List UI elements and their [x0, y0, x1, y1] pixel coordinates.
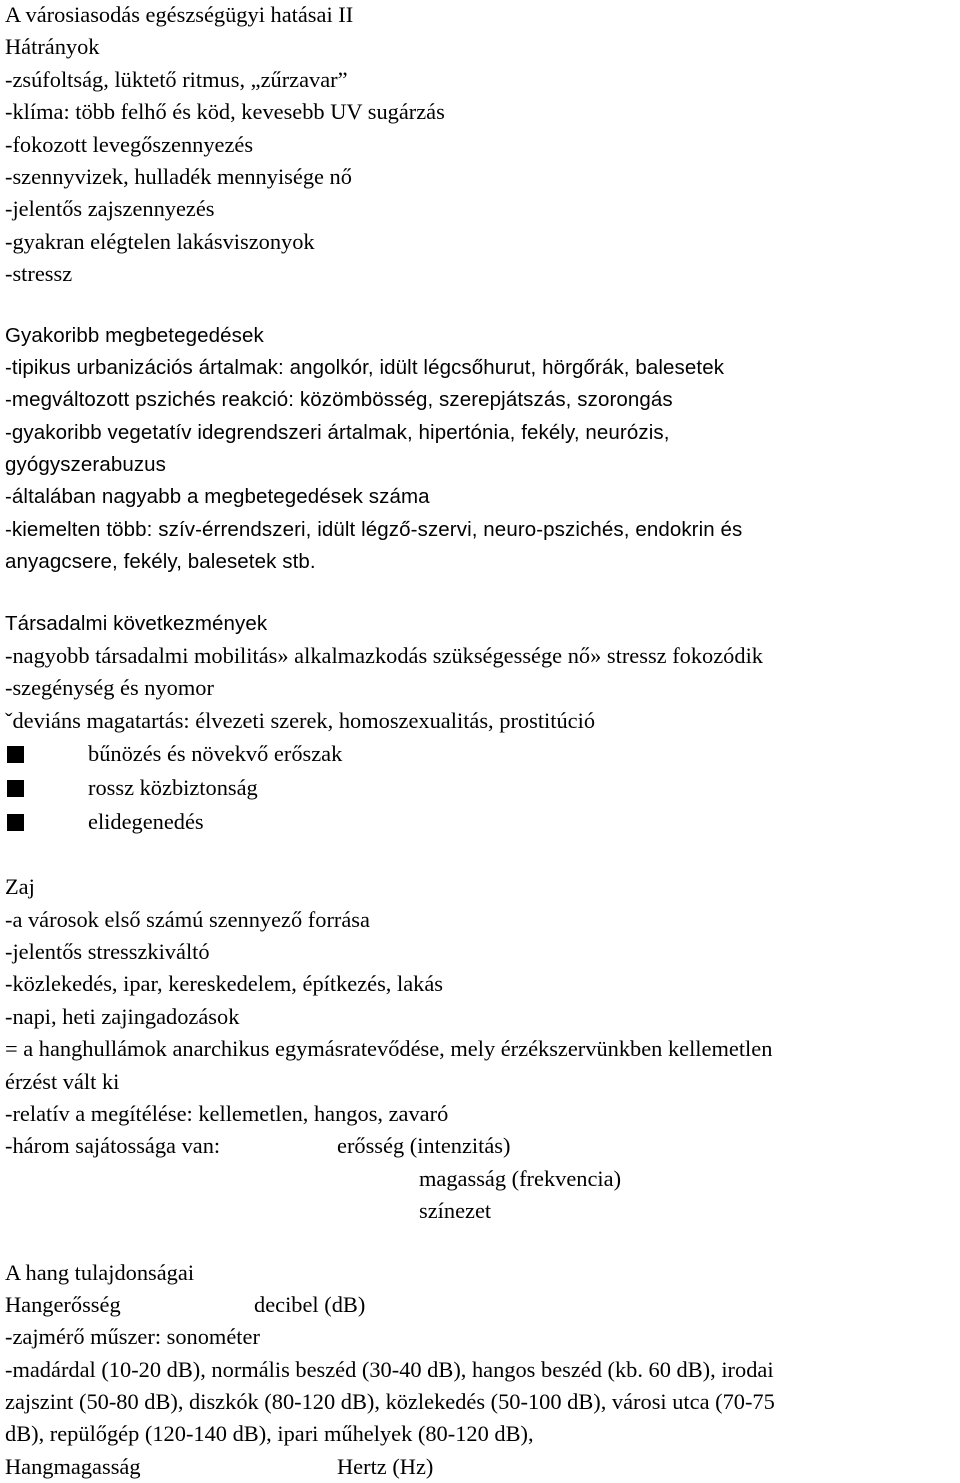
square-bullet-icon — [7, 780, 24, 797]
list-item: -fokozott levegőszennyezés — [5, 131, 254, 157]
loudness-unit: decibel (dB) — [254, 1291, 366, 1317]
text-line: -kiemelten több: szív-érrendszeri, idült légző-szervi, neuro-pszichés, endokrin és — [5, 517, 743, 541]
paragraph-gap — [5, 839, 957, 871]
text-line: -napi, heti zajingadozások — [5, 1003, 240, 1029]
bullet-item — [5, 737, 957, 771]
text-line: -tipikus urbanizációs ártalmak: angolkór, idült légcsőhurut, hörgőrák, balesetek — [5, 355, 725, 379]
section-heading-social-consequences: Társadalmi következmények — [5, 611, 268, 635]
pitch-unit: Hertz (Hz) — [337, 1453, 434, 1479]
property-item: magasság (frekvencia) — [419, 1165, 622, 1191]
paragraph-gap — [5, 1228, 957, 1257]
property-item: színezet — [419, 1198, 492, 1224]
list-item: -jelentős zajszennyezés — [5, 196, 215, 222]
section-heading-disadvantages: Hátrányok — [5, 34, 100, 60]
text-line: -gyakoribb vegetatív idegrendszeri ártalmak, hipertónia, fekély, neurózis, — [5, 420, 670, 444]
pitch-label: Hangmagasság — [5, 1453, 141, 1479]
section-heading-sound-properties: A hang tulajdonságai — [5, 1259, 195, 1285]
bullet-text: bűnözés és növekvő erőszak — [88, 741, 343, 766]
bullet-item — [5, 805, 957, 839]
text-line: -közlekedés, ipar, kereskedelem, építkezés, lakás — [5, 971, 444, 997]
text-line: -zajmérő műszer: sonométer — [5, 1324, 260, 1350]
text-line: anyagcsere, fekély, balesetek stb. — [5, 550, 316, 574]
list-item: -gyakran elégtelen lakásviszonyok — [5, 228, 315, 254]
paragraph-gap — [5, 579, 957, 608]
section-heading-diseases: Gyakoribb megbetegedések — [5, 323, 264, 347]
text-line: -relatív a megítélése: kellemetlen, hangos, zavaró — [5, 1100, 449, 1126]
text-line: zajszint (50-80 dB), diszkók (80-120 dB), közlekedés (50-100 dB), városi utca (70-75 — [5, 1389, 775, 1415]
paragraph-gap — [5, 291, 957, 320]
text-line: dB), repülőgép (120-140 dB), ipari műhelyek (80-120 dB), — [5, 1421, 534, 1447]
property-item: erősség (intenzitás) — [337, 1133, 511, 1159]
list-item: -szennyvizek, hulladék mennyisége nő — [5, 163, 352, 189]
text-line: gyógyszerabuzus — [5, 453, 167, 477]
text-line: -a városok első számú szennyező forrása — [5, 906, 370, 932]
document-page — [5, 0, 957, 1483]
pitch-line — [5, 1451, 957, 1483]
list-item: -klíma: több felhő és köd, kevesebb UV sugárzás — [5, 99, 445, 125]
properties-line — [5, 1130, 957, 1162]
loudness-line — [5, 1289, 957, 1321]
square-bullet-icon — [7, 814, 24, 831]
section-heading-noise: Zaj — [5, 874, 35, 900]
list-item: -stressz — [5, 261, 73, 287]
text-line: -jelentős stresszkiváltó — [5, 938, 210, 964]
bullet-text: elidegenedés — [88, 809, 204, 834]
properties-label: -három sajátossága van: — [5, 1133, 221, 1159]
text-line: ˇdeviáns magatartás: élvezeti szerek, homoszexualitás, prostitúció — [5, 707, 596, 733]
text-line: = a hanghullámok anarchikus egymásratevődése, mely érzékszervünkben kellemetlen — [5, 1036, 773, 1062]
text-line: -madárdal (10-20 dB), normális beszéd (30-40 dB), hangos beszéd (kb. 60 dB), irodai — [5, 1356, 774, 1382]
bullet-text: rossz közbiztonság — [88, 775, 258, 800]
document-title: A városiasodás egészségügyi hatásai II — [5, 2, 354, 27]
text-line: -megváltozott pszichés reakció: közömbösség, szerepjátszás, szorongás — [5, 388, 673, 412]
text-line: -nagyobb társadalmi mobilitás» alkalmazkodás szükségessége nő» stressz fokozódik — [5, 643, 763, 669]
square-bullet-icon — [7, 746, 24, 763]
text-line: -szegénység és nyomor — [5, 675, 214, 701]
bullet-item — [5, 771, 957, 805]
text-line: érzést vált ki — [5, 1068, 120, 1094]
list-item: -zsúfoltság, lüktető ritmus, „zűrzavar” — [5, 66, 348, 92]
loudness-label: Hangerősség — [5, 1291, 121, 1317]
text-line: -általában nagyabb a megbetegedések száma — [5, 485, 430, 509]
